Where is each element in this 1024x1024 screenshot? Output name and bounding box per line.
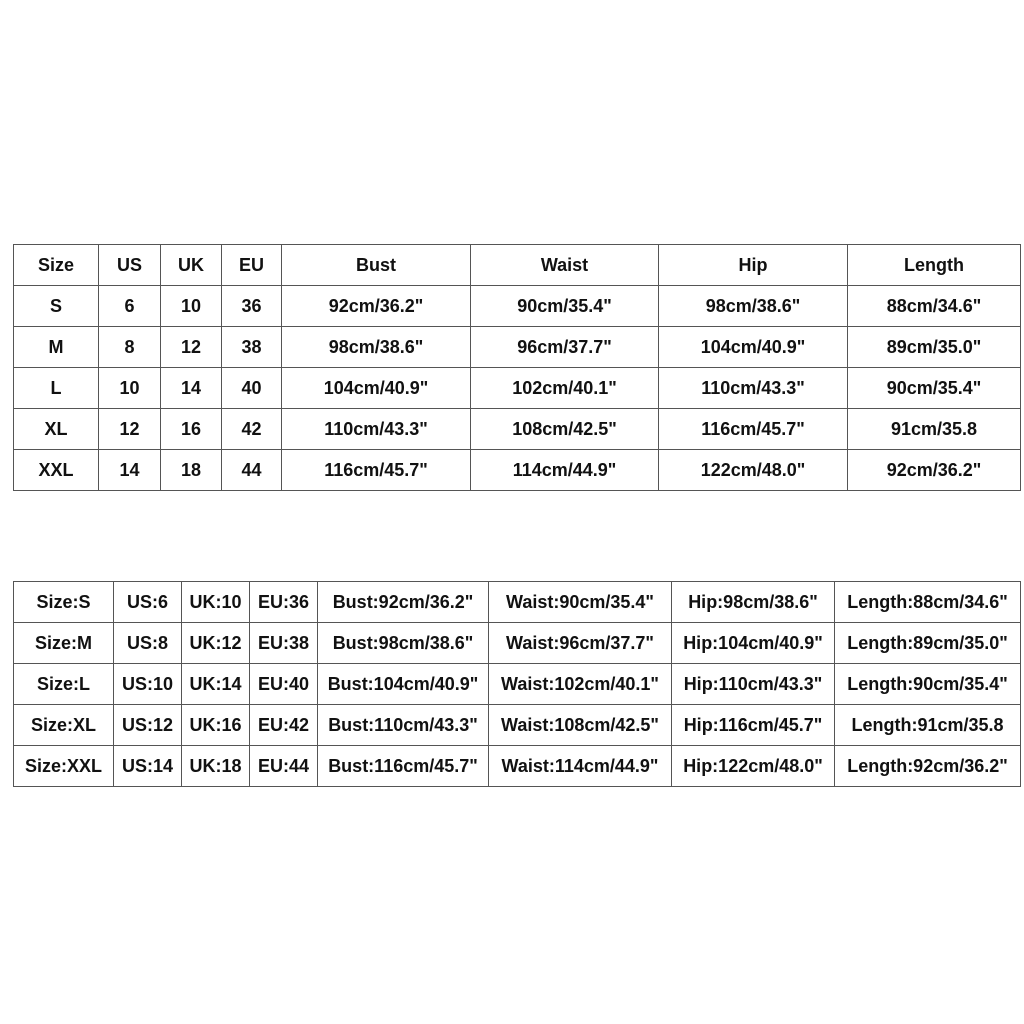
- table-cell: 6: [99, 286, 161, 327]
- table-row: [14, 664, 1021, 705]
- table-cell: 14: [161, 368, 222, 409]
- table-cell: Length:88cm/34.6": [835, 582, 1021, 623]
- table-cell: 42: [222, 409, 282, 450]
- table-cell: 104cm/40.9": [282, 368, 471, 409]
- table-cell: 116cm/45.7": [282, 450, 471, 491]
- table-cell: 91cm/35.8: [848, 409, 1021, 450]
- table-cell: Size:L: [14, 664, 114, 705]
- table-cell: Bust:110cm/43.3": [318, 705, 489, 746]
- table-cell: 108cm/42.5": [471, 409, 659, 450]
- table-cell: Bust:116cm/45.7": [318, 746, 489, 787]
- table-cell: EU:36: [250, 582, 318, 623]
- table-cell: Hip:104cm/40.9": [672, 623, 835, 664]
- table-cell: US:10: [114, 664, 182, 705]
- table-cell: Bust:104cm/40.9": [318, 664, 489, 705]
- table-cell: 40: [222, 368, 282, 409]
- table-cell: US:8: [114, 623, 182, 664]
- table-cell: 10: [99, 368, 161, 409]
- table-cell: Length:89cm/35.0": [835, 623, 1021, 664]
- table-cell: 90cm/35.4": [848, 368, 1021, 409]
- table-row: [14, 623, 1021, 664]
- table-cell: 102cm/40.1": [471, 368, 659, 409]
- table-cell: Bust:92cm/36.2": [318, 582, 489, 623]
- table-cell: EU:40: [250, 664, 318, 705]
- table-cell: 114cm/44.9": [471, 450, 659, 491]
- table-cell: 14: [99, 450, 161, 491]
- table-header-row: [14, 245, 1021, 286]
- table-cell: Size:XXL: [14, 746, 114, 787]
- table-cell: 36: [222, 286, 282, 327]
- table-cell: 98cm/38.6": [659, 286, 848, 327]
- table-cell: 110cm/43.3": [282, 409, 471, 450]
- table-cell: Length:91cm/35.8: [835, 705, 1021, 746]
- header-bust: Bust: [282, 245, 471, 286]
- table-cell: 38: [222, 327, 282, 368]
- table-cell: UK:14: [182, 664, 250, 705]
- table-cell: S: [14, 286, 99, 327]
- table-cell: Hip:116cm/45.7": [672, 705, 835, 746]
- table-cell: 89cm/35.0": [848, 327, 1021, 368]
- table-cell: Waist:96cm/37.7": [489, 623, 672, 664]
- table-cell: 122cm/48.0": [659, 450, 848, 491]
- table-row: [14, 409, 1021, 450]
- table-cell: 116cm/45.7": [659, 409, 848, 450]
- table-row: [14, 450, 1021, 491]
- header-hip: Hip: [659, 245, 848, 286]
- table-cell: 96cm/37.7": [471, 327, 659, 368]
- table-row: [14, 368, 1021, 409]
- table-cell: Bust:98cm/38.6": [318, 623, 489, 664]
- table-cell: 16: [161, 409, 222, 450]
- table-cell: XXL: [14, 450, 99, 491]
- table-cell: EU:42: [250, 705, 318, 746]
- table-cell: Size:XL: [14, 705, 114, 746]
- table-cell: UK:12: [182, 623, 250, 664]
- table-cell: 12: [99, 409, 161, 450]
- table-cell: Hip:122cm/48.0": [672, 746, 835, 787]
- header-us: US: [99, 245, 161, 286]
- header-length: Length: [848, 245, 1021, 286]
- table-cell: US:12: [114, 705, 182, 746]
- table-cell: 18: [161, 450, 222, 491]
- table-row: [14, 286, 1021, 327]
- table-cell: Hip:98cm/38.6": [672, 582, 835, 623]
- size-chart-labeled-table: [13, 581, 1021, 787]
- table-cell: Size:M: [14, 623, 114, 664]
- table-cell: UK:10: [182, 582, 250, 623]
- table-cell: Size:S: [14, 582, 114, 623]
- table-cell: 104cm/40.9": [659, 327, 848, 368]
- table-cell: 92cm/36.2": [282, 286, 471, 327]
- table-cell: Waist:90cm/35.4": [489, 582, 672, 623]
- table-cell: 12: [161, 327, 222, 368]
- table-cell: Waist:108cm/42.5": [489, 705, 672, 746]
- table-row: [14, 582, 1021, 623]
- table-row: [14, 705, 1021, 746]
- table-cell: US:14: [114, 746, 182, 787]
- table-cell: 8: [99, 327, 161, 368]
- table-cell: US:6: [114, 582, 182, 623]
- header-uk: UK: [161, 245, 222, 286]
- size-chart-table: [13, 244, 1021, 491]
- table-cell: 44: [222, 450, 282, 491]
- table-row: [14, 327, 1021, 368]
- table-cell: Waist:102cm/40.1": [489, 664, 672, 705]
- table-cell: 98cm/38.6": [282, 327, 471, 368]
- table-cell: UK:18: [182, 746, 250, 787]
- table-cell: 110cm/43.3": [659, 368, 848, 409]
- table-cell: Length:92cm/36.2": [835, 746, 1021, 787]
- table-cell: L: [14, 368, 99, 409]
- table-cell: Waist:114cm/44.9": [489, 746, 672, 787]
- table-cell: 90cm/35.4": [471, 286, 659, 327]
- table-cell: M: [14, 327, 99, 368]
- table-cell: UK:16: [182, 705, 250, 746]
- table-cell: Hip:110cm/43.3": [672, 664, 835, 705]
- table-cell: XL: [14, 409, 99, 450]
- table-row: [14, 746, 1021, 787]
- table-cell: 88cm/34.6": [848, 286, 1021, 327]
- table-cell: 10: [161, 286, 222, 327]
- header-eu: EU: [222, 245, 282, 286]
- table-cell: EU:44: [250, 746, 318, 787]
- table-cell: EU:38: [250, 623, 318, 664]
- table-cell: Length:90cm/35.4": [835, 664, 1021, 705]
- header-waist: Waist: [471, 245, 659, 286]
- header-size: Size: [14, 245, 99, 286]
- table-cell: 92cm/36.2": [848, 450, 1021, 491]
